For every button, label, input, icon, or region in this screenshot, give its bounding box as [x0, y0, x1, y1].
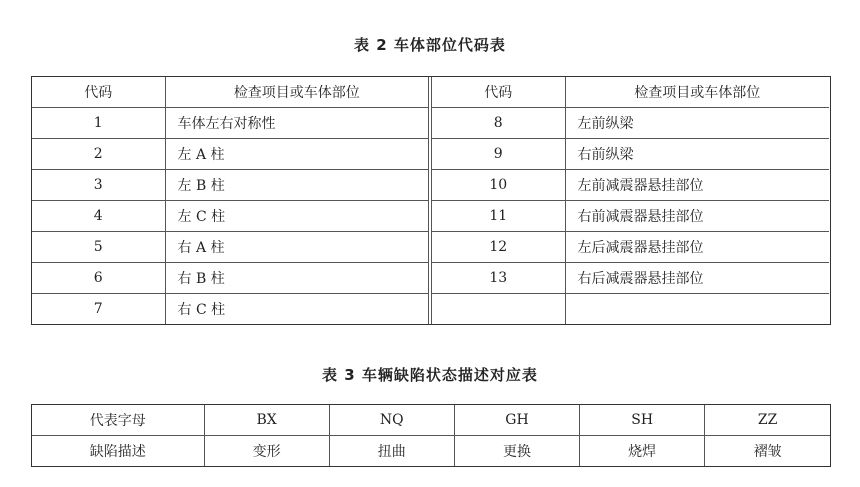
table-row — [32, 170, 428, 201]
table-row — [32, 232, 428, 263]
item-cell: 右 A 柱 — [165, 232, 428, 263]
table-row — [32, 405, 830, 436]
table-row — [432, 232, 829, 263]
code-cell: 11 — [432, 201, 565, 232]
body-part-code-table-left — [32, 77, 428, 324]
row-label-cell: 缺陷描述 — [32, 436, 204, 467]
code-cell: 2 — [32, 139, 165, 170]
code-cell — [432, 294, 565, 325]
code-cell: 9 — [432, 139, 565, 170]
table-row — [32, 108, 428, 139]
defect-status-table — [31, 404, 831, 467]
table-row — [32, 436, 830, 467]
code-cell: 8 — [432, 108, 565, 139]
item-cell: 右前减震器悬挂部位 — [565, 201, 829, 232]
item-cell: 右前纵梁 — [565, 139, 829, 170]
table-row — [32, 201, 428, 232]
value-cell: SH — [580, 405, 705, 436]
table-header-row — [432, 77, 829, 108]
code-cell: 4 — [32, 201, 165, 232]
item-cell: 右 C 柱 — [165, 294, 428, 325]
value-cell: 扭曲 — [329, 436, 454, 467]
header-item: 检查项目或车体部位 — [565, 77, 829, 108]
table-row — [32, 139, 428, 170]
header-item: 检查项目或车体部位 — [165, 77, 428, 108]
table-row — [32, 294, 428, 325]
item-cell: 车体左右对称性 — [165, 108, 428, 139]
item-cell: 右 B 柱 — [165, 263, 428, 294]
table-row — [432, 170, 829, 201]
value-cell: BX — [204, 405, 329, 436]
table-row — [32, 263, 428, 294]
table-row — [432, 263, 829, 294]
table-row — [432, 139, 829, 170]
code-cell: 5 — [32, 232, 165, 263]
table-row — [432, 201, 829, 232]
item-cell: 左前减震器悬挂部位 — [565, 170, 829, 201]
item-cell: 左 C 柱 — [165, 201, 428, 232]
value-cell: 变形 — [204, 436, 329, 467]
table-3-caption: 表 3 车辆缺陷状态描述对应表 — [322, 366, 538, 384]
code-cell: 6 — [32, 263, 165, 294]
code-cell: 7 — [32, 294, 165, 325]
body-part-code-table-right — [432, 77, 829, 324]
table-header-row — [32, 77, 428, 108]
value-cell: 褶皱 — [705, 436, 830, 467]
item-cell: 左 A 柱 — [165, 139, 428, 170]
item-cell — [565, 294, 829, 325]
body-part-code-table — [31, 76, 831, 325]
code-cell: 1 — [32, 108, 165, 139]
value-cell: 烧焊 — [580, 436, 705, 467]
code-cell: 13 — [432, 263, 565, 294]
value-cell: 更换 — [454, 436, 579, 467]
table-2-caption: 表 2 车体部位代码表 — [354, 36, 506, 54]
header-code: 代码 — [432, 77, 565, 108]
code-cell: 12 — [432, 232, 565, 263]
item-cell: 左 B 柱 — [165, 170, 428, 201]
item-cell: 右后减震器悬挂部位 — [565, 263, 829, 294]
table-row — [432, 294, 829, 325]
table-row — [432, 108, 829, 139]
code-cell: 10 — [432, 170, 565, 201]
value-cell: GH — [454, 405, 579, 436]
header-code: 代码 — [32, 77, 165, 108]
value-cell: ZZ — [705, 405, 830, 436]
code-cell: 3 — [32, 170, 165, 201]
item-cell: 左后减震器悬挂部位 — [565, 232, 829, 263]
row-label-cell: 代表字母 — [32, 405, 204, 436]
value-cell: NQ — [329, 405, 454, 436]
item-cell: 左前纵梁 — [565, 108, 829, 139]
